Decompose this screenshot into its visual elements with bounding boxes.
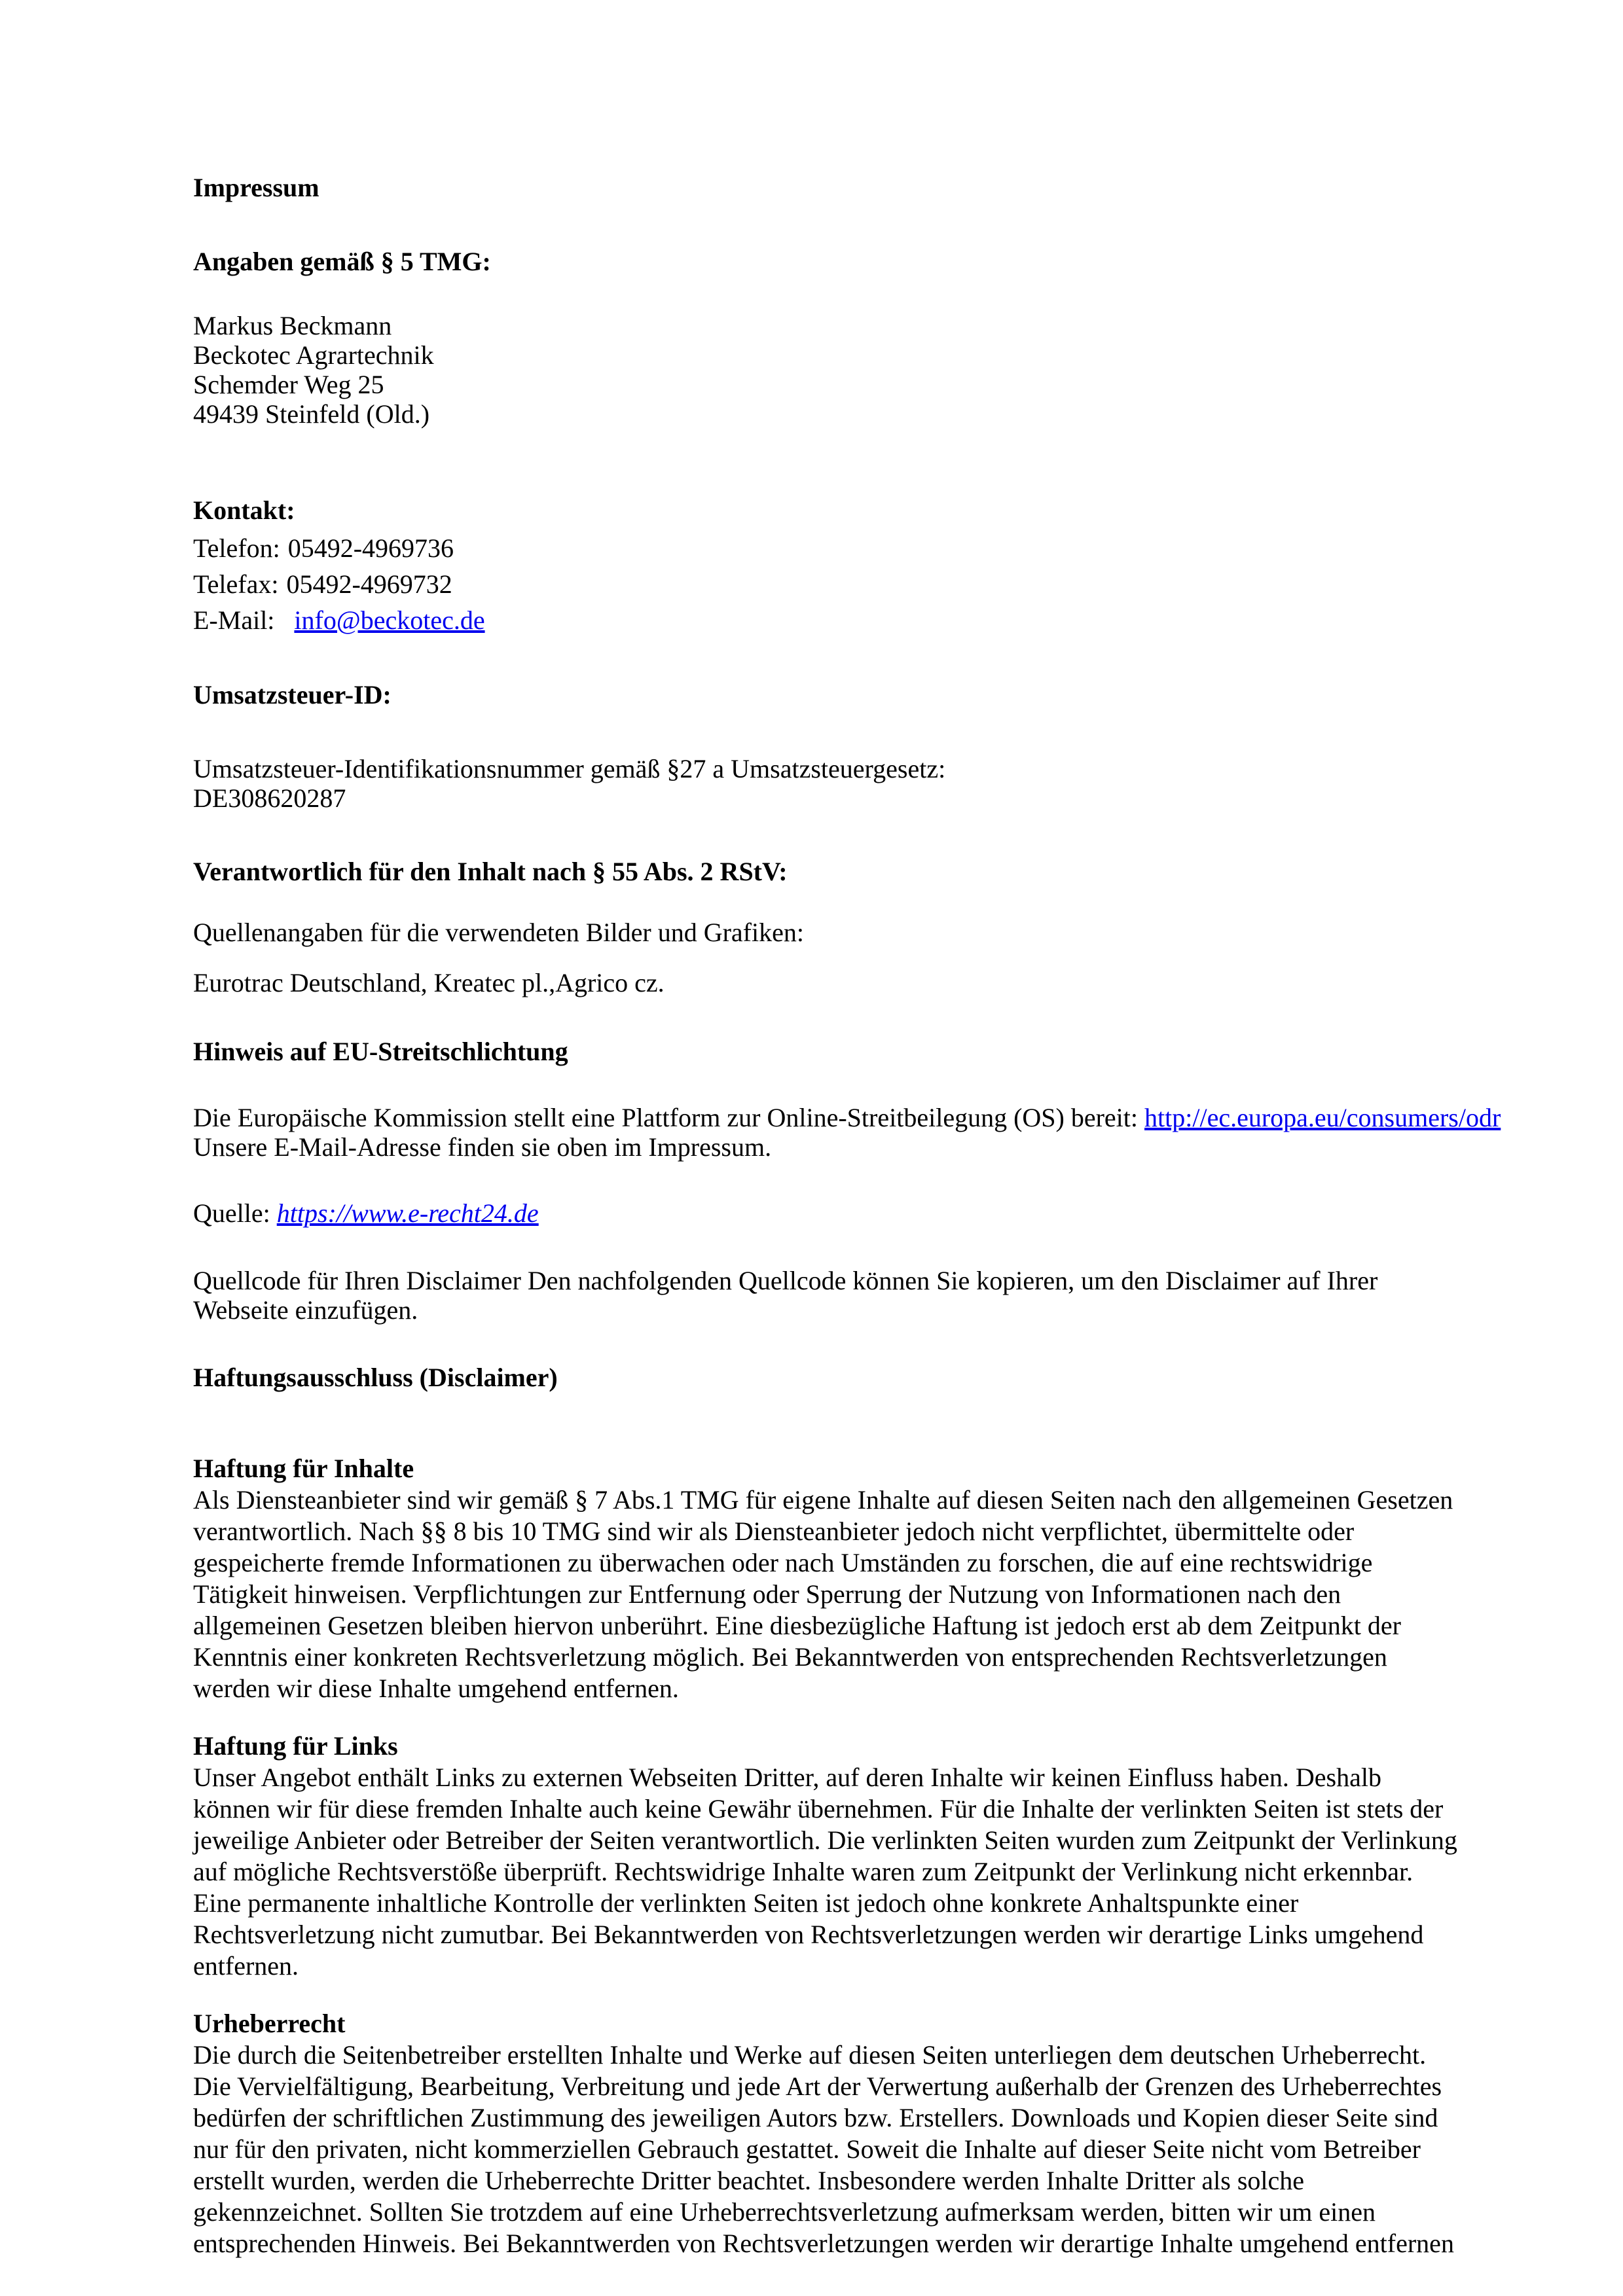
paragraph-haftung-inhalte: Als Diensteanbieter sind wir gemäß § 7 Abs.1 TMG für eigene Inhalte auf diesen Seiten nach den allgemeinen Gesetzen verantwortlich. Nach §§ 8 bis 10 TMG sind wir als Diensteanbieter jedoch nicht verpflichtet, übermittelte oder gespeicherte fremde Informationen zu überwachen oder nach Umständen zu forschen, die auf eine rechtswidrige Tätigkeit hinweisen. Verpflichtungen zur Entfernung oder Sperrung der Nutzung von Informationen nach den allgemeinen Gesetzen bleiben hiervon unberührt. Eine diesbezügliche Haftung ist jedoch erst ab dem Zeitpunkt der Kenntnis einer konkreten Rechtsverletzung möglich. Bei Bekanntwerden von entsprechenden Rechtsverletzungen werden wir diese Inhalte umgehend entfernen. xyxy=(193,1485,1453,1703)
eu-streitschlichtung-block xyxy=(193,1103,1501,1162)
section-haftung-inhalte xyxy=(193,1453,1459,1704)
heading-haftung-links: Haftung für Links xyxy=(193,1731,398,1761)
section-urheberrecht xyxy=(193,2008,1459,2259)
quellenangaben-line: Quellenangaben für die verwendeten Bilder und Grafiken: xyxy=(193,918,804,947)
section-heading-angaben: Angaben gemäß § 5 TMG: xyxy=(193,247,491,276)
eu-odr-link[interactable]: http://ec.europa.eu/consumers/odr xyxy=(1144,1103,1501,1132)
telefon-label: Telefon: xyxy=(193,533,280,563)
ustid-description: Umsatzsteuer-Identifikationsnummer gemäß §27 a Umsatzsteuergesetz: xyxy=(193,754,946,783)
telefax-value: 05492-4969732 xyxy=(286,569,452,599)
section-haftung-links xyxy=(193,1731,1459,1982)
quellcode-paragraph: Quellcode für Ihren Disclaimer Den nachfolgenden Quellcode können Sie kopieren, um den Disclaimer auf Ihrer Webseite einzufügen. xyxy=(193,1266,1378,1325)
quelle-line xyxy=(193,1198,1459,1228)
section-heading-kontakt: Kontakt: xyxy=(193,495,295,525)
contact-row-email xyxy=(193,605,1459,635)
email-link[interactable]: info@beckotec.de xyxy=(294,605,485,635)
paragraph-urheberrecht: Die durch die Seitenbetreiber erstellten Inhalte und Werke auf diesen Seiten unterliegen dem deutschen Urheberrecht. Die Vervielfältigung, Bearbeitung, Verbreitung und jede Art der Verwertung außerhalb der Grenzen des Urheberrechtes bedürfen der schriftlichen Zustimmung des jeweiligen Autors bzw. Erstellers. Downloads und Kopien dieser Seite sind nur für den privaten, nicht kommerziellen Gebrauch gestattet. Soweit die Inhalte auf dieser Seite nicht vom Betreiber erstellt wurden, werden die Urheberrechte Dritter beachtet. Insbesondere werden Inhalte Dritter als solche gekennzeichnet. Sollten Sie trotzdem auf eine Urheberrechtsverletzung aufmerksam werden, bitten wir um einen entsprechenden Hinweis. Bei Bekanntwerden von Rechtsverletzungen werden wir derartige Inhalte umgehend entfernen xyxy=(193,2040,1454,2258)
eu-platform-line xyxy=(193,1103,1501,1132)
address-line-city: 49439 Steinfeld (Old.) xyxy=(193,399,430,429)
address-line-street: Schemder Weg 25 xyxy=(193,370,384,399)
section-heading-eu-streitschlichtung: Hinweis auf EU-Streitschlichtung xyxy=(193,1037,568,1066)
heading-urheberrecht: Urheberrecht xyxy=(193,2009,346,2038)
erecht24-link[interactable]: https://www.e-recht24.de xyxy=(276,1198,539,1228)
quelle-label: Quelle: xyxy=(193,1198,277,1228)
address-line-name: Markus Beckmann xyxy=(193,311,392,340)
address-line-company: Beckotec Agrartechnik xyxy=(193,340,434,370)
eu-email-note: Unsere E-Mail-Adresse finden sie oben im Impressum. xyxy=(193,1132,772,1162)
quellenangaben-values: Eurotrac Deutschland, Kreatec pl.,Agrico cz. xyxy=(193,968,665,997)
contact-row-telefax xyxy=(193,569,1459,599)
paragraph-haftung-links: Unser Angebot enthält Links zu externen Webseiten Dritter, auf deren Inhalte wir keinen Einfluss haben. Deshalb können wir für diese fremden Inhalte auch keine Gewähr übernehmen. Für die Inhalte der verlinkten Seiten ist stets der jeweilige Anbieter oder Betreiber der Seiten verantwortlich. Die verlinkten Seiten wurden zum Zeitpunkt der Verlinkung auf mögliche Rechtsverstöße überprüft. Rechtswidrige Inhalte waren zum Zeitpunkt der Verlinkung nicht erkennbar. Eine permanente inhaltliche Kontrolle der verlinkten Seiten ist jedoch ohne konkrete Anhaltspunkte einer Rechtsverletzung nicht zumutbar. Bei Bekanntwerden von Rechtsverletzungen werden wir derartige Links umgehend entfernen. xyxy=(193,1763,1457,1981)
address-block xyxy=(193,311,1459,429)
contact-row-telefon xyxy=(193,533,1459,563)
ustid-number: DE308620287 xyxy=(193,783,346,813)
section-heading-umsatzsteuer-id: Umsatzsteuer-ID: xyxy=(193,680,392,709)
telefax-label: Telefax: xyxy=(193,569,279,599)
telefon-value: 05492-4969736 xyxy=(287,533,454,563)
section-heading-verantwortlich: Verantwortlich für den Inhalt nach § 55 Abs. 2 RStV: xyxy=(193,857,788,886)
eu-platform-text: Die Europäische Kommission stellt eine Plattform zur Online-Streitbeilegung (OS) bereit: xyxy=(193,1103,1145,1132)
ustid-block xyxy=(193,754,1459,813)
page-title: Impressum xyxy=(193,173,319,202)
section-heading-haftungsausschluss: Haftungsausschluss (Disclaimer) xyxy=(193,1363,558,1392)
heading-haftung-inhalte: Haftung für Inhalte xyxy=(193,1454,414,1483)
email-label: E-Mail: xyxy=(193,605,275,635)
